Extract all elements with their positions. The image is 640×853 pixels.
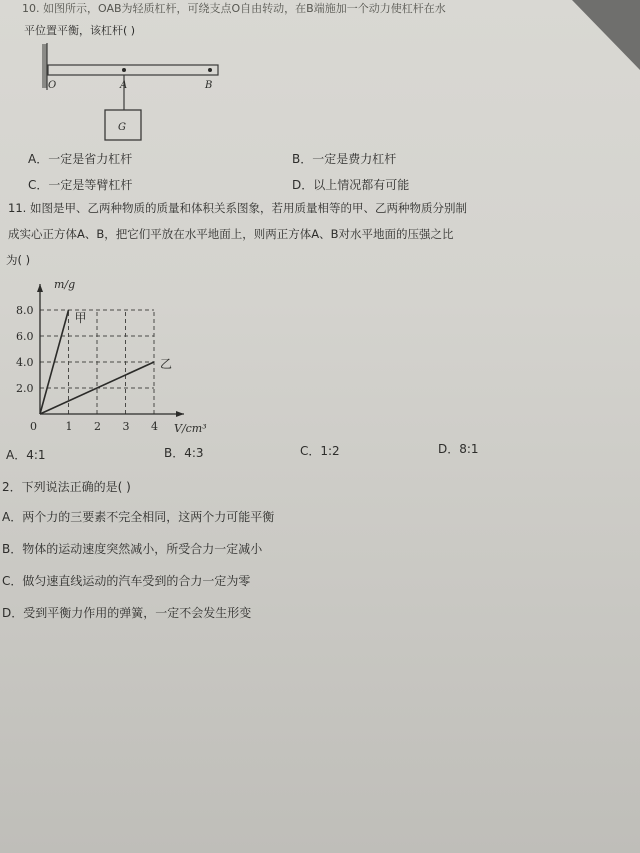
- chart-axes: [37, 284, 184, 417]
- q11-option-c: C．1:2: [300, 444, 340, 458]
- q10-option-b: B．一定是费力杠杆: [292, 152, 397, 166]
- q11-line2: 成实心正方体A、B，把它们平放在水平地面上，则两正方体A、B对水平地面的压强之比: [8, 227, 454, 241]
- q10-line1: 10. 如图所示，OAB为轻质杠杆，可绕支点O自由转动，在B端施加一个动力使杠杆在水: [22, 2, 446, 15]
- q10-option-c: C．一定是等臂杠杆: [28, 178, 133, 192]
- series-label-1: 乙: [160, 357, 173, 371]
- x-tick-label-1: 2: [94, 420, 101, 433]
- q12-stem: 2．下列说法正确的是( ): [2, 480, 131, 494]
- q12-option-b: B．物体的运动速度突然减小，所受合力一定减小: [2, 542, 263, 556]
- x-axis-label: V/cm³: [174, 422, 207, 435]
- x-tick-label-2: 3: [122, 420, 130, 433]
- lever-bar: [48, 65, 218, 75]
- label-o: O: [48, 80, 57, 91]
- q11-line1: 11. 如图是甲、乙两种物质的质量和体积关系图象，若用质量相等的甲、乙两种物质分别制: [8, 201, 467, 215]
- x-tick-label-3: 4: [151, 420, 158, 433]
- label-g: G: [118, 122, 126, 133]
- q11-line3: 为( ): [6, 253, 31, 267]
- lever-diagram: [30, 38, 230, 146]
- q11-option-a: A．4:1: [6, 448, 46, 462]
- q12-option-d: D．受到平衡力作用的弹簧，一定不会发生形变: [2, 606, 252, 620]
- q11-option-d: D．8:1: [438, 442, 479, 456]
- q12-option-c: C．做匀速直线运动的汽车受到的合力一定为零: [2, 574, 251, 588]
- label-b: B: [205, 80, 213, 91]
- y-axis-label: m/g: [54, 278, 76, 291]
- q12-option-a: A．两个力的三要素不完全相同，这两个力可能平衡: [2, 510, 275, 524]
- series-label-0: 甲: [74, 311, 87, 325]
- x-tick-label-0: 1: [65, 420, 73, 433]
- q11-option-b: B．4:3: [164, 446, 204, 460]
- y-tick-label-1: 4.0: [16, 356, 34, 369]
- chart-grid: [40, 310, 154, 414]
- mass-volume-chart: [0, 270, 230, 450]
- y-tick-label-0: 2.0: [16, 382, 34, 395]
- label-a: A: [120, 80, 128, 91]
- origin-label: 0: [30, 420, 37, 433]
- wall: [42, 44, 47, 88]
- point-b-dot: [208, 68, 212, 72]
- y-tick-label-2: 6.0: [16, 330, 34, 343]
- q10-option-d: D．以上情况都有可能: [292, 178, 410, 192]
- q10-line2: 平位置平衡，该杠杆( ): [24, 24, 136, 37]
- y-axis-arrow: [37, 284, 43, 292]
- y-tick-label-3: 8.0: [16, 304, 34, 317]
- q10-option-a: A．一定是省力杠杆: [28, 152, 133, 166]
- point-a-dot: [122, 68, 126, 72]
- x-axis-arrow: [176, 411, 184, 417]
